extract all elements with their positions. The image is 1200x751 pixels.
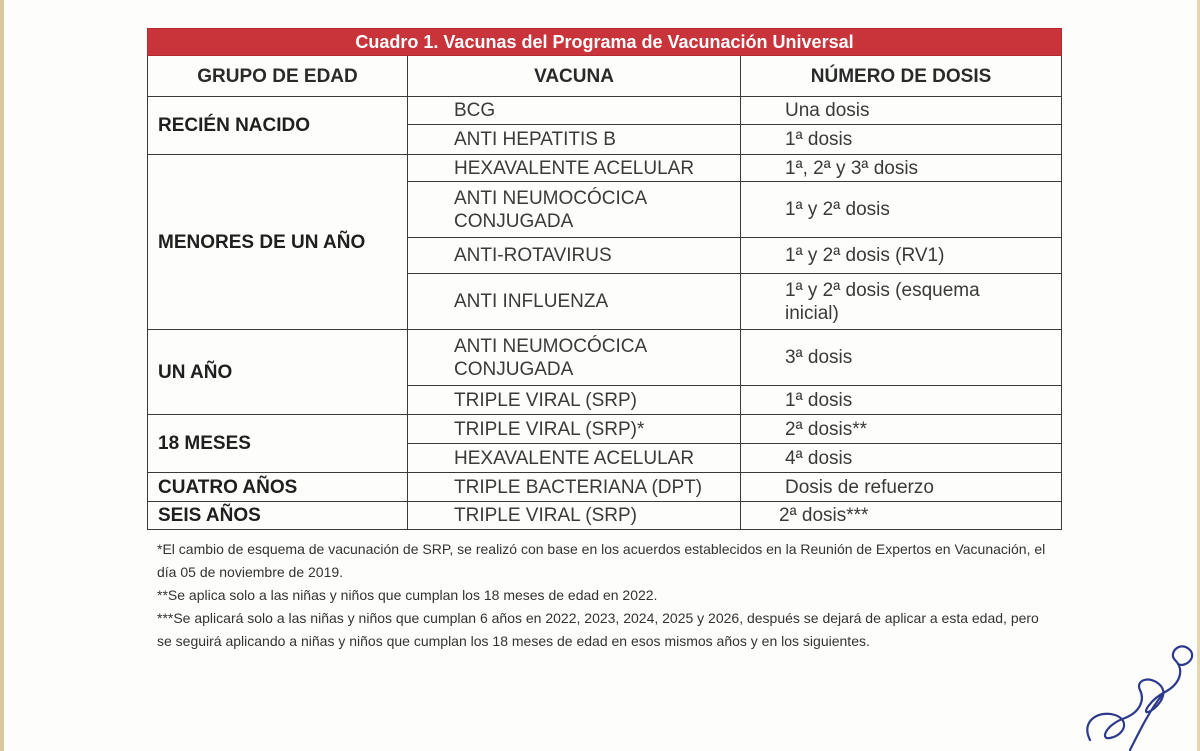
header-vaccine: VACUNA [408,56,741,97]
vaccine-cell: ANTI NEUMOCÓCICA CONJUGADA [408,182,741,238]
dose-cell: 2ª dosis*** [741,502,1062,530]
vaccine-cell: BCG [408,97,741,125]
vaccine-cell: TRIPLE BACTERIANA (DPT) [408,473,741,502]
vaccine-cell: TRIPLE VIRAL (SRP) [408,502,741,530]
table-row [148,97,1062,125]
dose-cell: 1ª y 2ª dosis (esquema inicial) [741,274,1062,330]
footnote: **Se aplica solo a las niñas y niños que cumplan los 18 meses de edad en 2022. [157,587,658,603]
table-row [148,415,1062,444]
dose-cell: 1ª, 2ª y 3ª dosis [741,155,1062,182]
header-age-group: GRUPO DE EDAD [148,56,408,97]
dose-cell: Una dosis [741,97,1062,125]
vaccine-cell: TRIPLE VIRAL (SRP) [408,386,741,415]
table-row [148,330,1062,386]
vaccination-table [147,28,1062,530]
footnote: *El cambio de esquema de vacunación de SRP, se realizó con base en los acuerdos establecidos en la Reunión de Expertos en Vacunación, el día 05 de noviembre de 2019. [157,541,1046,580]
footnotes [157,538,1057,653]
age-group-cell: MENORES DE UN AÑO [148,155,408,330]
age-group-cell: 18 MESES [148,415,408,473]
vaccine-cell: HEXAVALENTE ACELULAR [408,444,741,473]
table-row [148,502,1062,530]
vaccine-cell: ANTI NEUMOCÓCICA CONJUGADA [408,330,741,386]
vaccine-cell: HEXAVALENTE ACELULAR [408,155,741,182]
table-header-row [148,56,1062,97]
dose-cell: 1ª y 2ª dosis [741,182,1062,238]
vaccine-cell: ANTI HEPATITIS B [408,125,741,155]
vaccine-cell: ANTI INFLUENZA [408,274,741,330]
table-row [148,473,1062,502]
dose-cell: 1ª dosis [741,125,1062,155]
table-row [148,155,1062,182]
table-title: Cuadro 1. Vacunas del Programa de Vacunación Universal [148,29,1062,56]
dose-cell: 1ª dosis [741,386,1062,415]
dose-cell: 2ª dosis** [741,415,1062,444]
vaccine-cell: ANTI-ROTAVIRUS [408,238,741,274]
footnote: ***Se aplicará solo a las niñas y niños que cumplan 6 años en 2022, 2023, 2024, 2025 y 2026, después se dejará de aplicar a esta edad, pero se seguirá aplicando a niñas y niños que cumplan los 18 meses de edad en esos mismos años y en los siguientes. [157,610,1039,649]
header-doses: NÚMERO DE DOSIS [741,56,1062,97]
dose-cell: Dosis de refuerzo [741,473,1062,502]
age-group-cell: RECIÉN NACIDO [148,97,408,155]
dose-cell: 3ª dosis [741,330,1062,386]
age-group-cell: UN AÑO [148,330,408,415]
age-group-cell: SEIS AÑOS [148,502,408,530]
signature-mark [1070,600,1200,751]
dose-cell: 4ª dosis [741,444,1062,473]
age-group-cell: CUATRO AÑOS [148,473,408,502]
page-edge-left [0,0,4,751]
vaccine-cell: TRIPLE VIRAL (SRP)* [408,415,741,444]
dose-cell: 1ª y 2ª dosis (RV1) [741,238,1062,274]
table-title-row [148,29,1062,56]
